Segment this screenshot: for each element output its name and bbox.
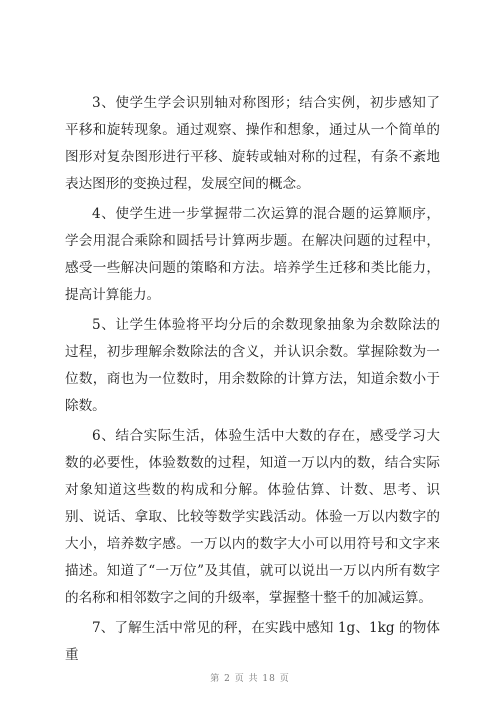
paragraph-3: 3、使学生学会识别轴对称图形；结合实例，初步感知了平移和旋转现象。通过观察、操作和想象，通过从一个简单的图形对复杂图形进行平移、旋转或轴对称的过程，有条不紊地表达图形的变换过程，发展空间的概念。 (65, 95, 440, 192)
page-number-footer: 第 2 页 共 18 页 (210, 674, 290, 684)
paragraph-6: 6、结合实际生活，体验生活中大数的存在，感受学习大数的必要性，体验数数的过程，知道一万以内的数，结合实际对象知道这些数的构成和分解。体验估算、计数、思考、识别、说话、拿取、比较等数学实践活动。体验一万以内数字的大小，培养数字感。一万以内的数字大小可以用符号和文字来描述。知道了“一万位”及其值，就可以说出一万以内所有数字的名称和相邻数字之间的升级率，掌握整十整千的加减运算。 (65, 428, 440, 606)
document-body (65, 90, 440, 672)
paragraph-7: 7、了解生活中常见的秤，在实践中感知 1g、1kg 的物体重 (65, 620, 440, 663)
paragraph-4: 4、使学生进一步掌握带二次运算的混合题的运算顺序，学会用混合乘除和圆括号计算两步题。在解决问题的过程中，感受一些解决问题的策略和方法。培养学生迁移和类比能力，提高计算能力。 (65, 206, 440, 303)
paragraph-5: 5、让学生体验将平均分后的余数现象抽象为余数除法的过程，初步理解余数除法的含义，并认识余数。掌握除数为一位数，商也为一位数时，用余数除的计算方法，知道余数小于除数。 (65, 317, 440, 414)
